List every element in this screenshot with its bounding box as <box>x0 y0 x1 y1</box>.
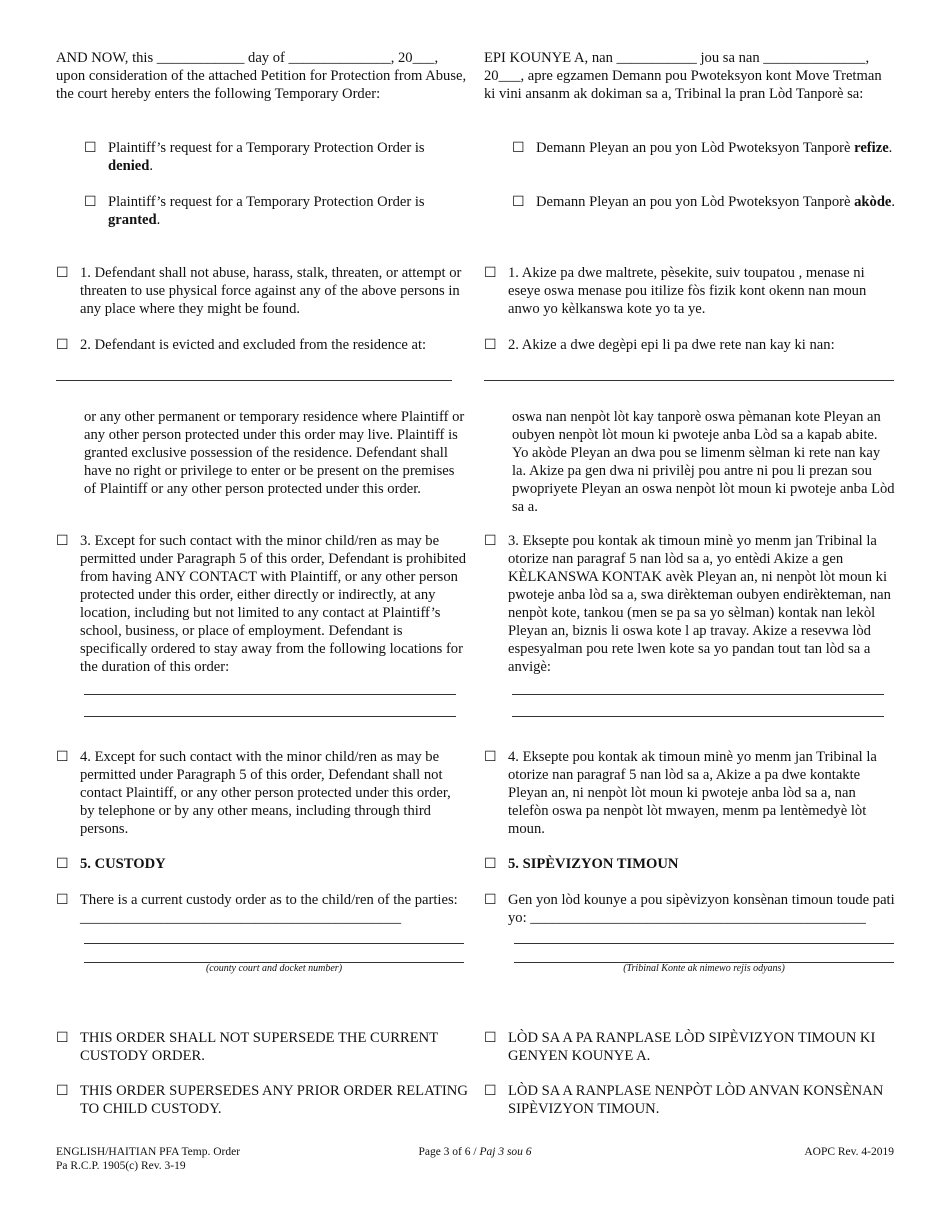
paragraph-3-ht <box>484 532 896 676</box>
denied-bold-ht: refize <box>854 140 889 156</box>
paragraph-3-text-ht: 3. Eksepte pou kontak ak timoun minè yo menm jan Tribinal la otorize nan paragraf 5 nan lòd sa a, yo entèdi Akize a gen KÈLKANSWA KONTAK avèk Pleyan an, ni nenpòt lòt moun ki pwoteje anba lòd sa a, swa dirèkteman oubyen endirèkteman, nan nenpòt kote, tankou (men se pa sa yo sèlman) kontak nan lekòl Pleyan an, biznis li oswa kote l ap travay. Akize a resevwa lòd espesyalman pou rete lwen kote sa yo pandan tout tan lòd sa a anvigè: <box>508 533 891 675</box>
paragraph-3-checkbox[interactable]: ☐ <box>56 533 69 549</box>
custody-heading-ht <box>484 855 896 873</box>
paragraph-4-text: 4. Except for such contact with the minor child/ren as may be permitted under Paragraph 5 of this order, Defendant shall not contact Plaintiff, or any other person protected under this order, by telephone or by any other means, including through third persons. <box>80 749 451 837</box>
supersede-text-ht: LÒD SA A RANPLASE NENPÒT LÒD ANVAN KONSÈNAN SIPÈVIZYON TIMOUN. <box>508 1083 884 1117</box>
custody-line-1[interactable] <box>84 943 464 944</box>
granted-option: ☐ Plaintiff’s request for a Temporary Protection Order is granted. <box>84 194 425 228</box>
not-supersede-checkbox[interactable]: ☐ <box>56 1030 69 1046</box>
paragraph-2-checkbox[interactable]: ☐ <box>56 337 69 353</box>
granted-bold-ht: akòde <box>854 194 892 210</box>
custody-current-ht <box>484 891 896 927</box>
paragraph-2-text-ht: 2. Akize a dwe degèpi epi li pa dwe rete nan kay ki nan: <box>508 337 835 353</box>
paragraph-4-text-ht: 4. Eksepte pou kontak ak timoun minè yo menm jan Tribinal la otorize nan paragraf 5 nan lòd sa a, Akize a pa dwe kontakte Pleyan an, ni nenpòt lòt moun ki pwoteje anba lòd sa a, nan telefòn oswa pa nenpòt lòt mwayen, menm pa lentèmedyè lòt moun. <box>508 749 877 837</box>
paragraph-1-text: 1. Defendant shall not abuse, harass, stalk, threaten, or attempt or threaten to use physical force against any of the above persons in any place where they might be found. <box>80 265 462 317</box>
denied-text-ht: Demann Pleyan an pou yon Lòd Pwoteksyon Tanporè <box>536 140 855 156</box>
denied-bold: denied <box>108 158 150 174</box>
not-supersede-text: THIS ORDER SHALL NOT SUPERSEDE THE CURRENT CUSTODY ORDER. <box>80 1030 438 1064</box>
custody-current-checkbox-ht[interactable]: ☐ <box>484 892 497 908</box>
supersede-text: THIS ORDER SUPERSEDES ANY PRIOR ORDER RELATING TO CHILD CUSTODY. <box>80 1083 468 1117</box>
residence-line-ht[interactable] <box>484 380 894 381</box>
footer-revision: AOPC Rev. 4-2019 <box>804 1146 894 1158</box>
footer-rule: Pa R.C.P. 1905(c) Rev. 3-19 <box>56 1160 186 1172</box>
granted-text-ht: Demann Pleyan an pou yon Lòd Pwoteksyon Tanporè <box>536 194 855 210</box>
footer-page-ht: Paj 3 sou 6 <box>479 1146 532 1158</box>
paragraph-4-checkbox[interactable]: ☐ <box>56 749 69 765</box>
paragraph-1 <box>56 264 468 318</box>
granted-checkbox[interactable]: ☐ <box>84 194 97 210</box>
granted-checkbox-ht[interactable]: ☐ <box>512 194 525 210</box>
custody-caption: (county court and docket number) <box>205 963 343 974</box>
paragraph-1-ht <box>484 264 896 318</box>
paragraph-4 <box>56 748 468 838</box>
custody-current-text: There is a current custody order as to the child/ren of the parties: ____________________________________________ <box>80 892 458 926</box>
granted-text: Plaintiff’s request for a Temporary Protection Order is <box>108 194 425 210</box>
footer-form-name: ENGLISH/HAITIAN PFA Temp. Order <box>56 1146 241 1158</box>
paragraph-4-ht <box>484 748 896 838</box>
paragraph-2-text: 2. Defendant is evicted and excluded from the residence at: <box>80 337 427 353</box>
supersede-checkbox[interactable]: ☐ <box>56 1083 69 1099</box>
intro-paragraph: AND NOW, this ____________ day of ______________, 20___, upon consideration of the attached Petition for Protection from Abuse, the court hereby enters the following Temporary Order: <box>56 50 467 102</box>
custody-current-text-ht: Gen yon lòd kounye a pou sipèvizyon konsènan timoun toude pati yo: ______________________________________________ <box>508 892 895 926</box>
supersede-option <box>56 1082 468 1118</box>
custody-checkbox[interactable]: ☐ <box>56 856 69 872</box>
not-supersede-text-ht: LÒD SA A PA RANPLASE LÒD SIPÈVIZYON TIMOUN KI GENYEN KOUNYE A. <box>508 1030 876 1064</box>
custody-heading <box>56 855 468 873</box>
residence-line[interactable] <box>56 380 452 381</box>
paragraph-2 <box>56 336 468 354</box>
not-supersede-option-ht <box>484 1029 896 1065</box>
paragraph-3-checkbox-ht[interactable]: ☐ <box>484 533 497 549</box>
paragraph-2-continued-ht: oswa nan nenpòt lòt kay tanporè oswa pèmanan kote Pleyan an oubyen nenpòt lòt moun ki pwoteje anba Lòd sa a kapab abite. Yo akòde Pleyan an dwa pou se limenm sèlman ki rete nan kay la. Akize pa gen dwa ni privilèj pou antre ni pou li prezan sou pwopriyete Pleyan an oswa nenpòt lòt moun ki pwoteje anba Lòd sa a. <box>512 409 895 515</box>
paragraph-2-ht <box>484 336 896 354</box>
custody-checkbox-ht[interactable]: ☐ <box>484 856 497 872</box>
supersede-checkbox-ht[interactable]: ☐ <box>484 1083 497 1099</box>
paragraph-3-text: 3. Except for such contact with the minor child/ren as may be permitted under Paragraph 5 of this order, Defendant is prohibited from having ANY CONTACT with Plaintiff, or any other person protected under this order, either directly or indirectly, at any location, including but not limited to any contact at Plaintiff’s school, business, or place of employment. Defendant is specifically ordered to stay away from the following locations for the duration of this order: <box>80 533 467 675</box>
denied-checkbox-ht[interactable]: ☐ <box>512 140 525 156</box>
granted-option-ht: ☐ Demann Pleyan an pou yon Lòd Pwoteksyon Tanporè akòde. <box>512 194 896 210</box>
custody-heading-text-ht: 5. SIPÈVIZYON TIMOUN <box>508 856 679 872</box>
custody-caption-ht: (Tribinal Konte ak nimewo rejis odyans) <box>623 963 785 974</box>
location-line-1[interactable] <box>84 694 456 695</box>
not-supersede-checkbox-ht[interactable]: ☐ <box>484 1030 497 1046</box>
not-supersede-option <box>56 1029 468 1065</box>
custody-current-checkbox[interactable]: ☐ <box>56 892 69 908</box>
custody-heading-text: 5. CUSTODY <box>80 856 166 872</box>
intro-paragraph-ht: EPI KOUNYE A, nan ___________ jou sa nan ______________, 20___, apre egzamen Demann pou Pwoteksyon kont Move Tretman ki vini ansanm ak dokiman sa a, Tribinal la pran Lòd Tanporè sa: <box>484 50 882 102</box>
location-line-2[interactable] <box>84 716 456 717</box>
footer-page-en: Page 3 of 6 / <box>418 1146 480 1158</box>
paragraph-3 <box>56 532 468 676</box>
denied-checkbox[interactable]: ☐ <box>84 140 97 156</box>
paragraph-2-continued: or any other permanent or temporary residence where Plaintiff or any other person protected under this order may live. Plaintiff is granted exclusive possession of the residence. Defendant shall have no right or privilege to enter or be present on the premises of Plaintiff or any other person protected under this order. <box>84 409 465 497</box>
denied-option-ht: ☐ Demann Pleyan an pou yon Lòd Pwoteksyon Tanporè refize. <box>512 140 893 156</box>
location-line-2-ht[interactable] <box>512 716 884 717</box>
paragraph-1-checkbox[interactable]: ☐ <box>56 265 69 281</box>
granted-bold: granted <box>108 212 157 228</box>
supersede-option-ht <box>484 1082 896 1118</box>
paragraph-2-checkbox-ht[interactable]: ☐ <box>484 337 497 353</box>
custody-line-1-ht[interactable] <box>514 943 894 944</box>
denied-text: Plaintiff’s request for a Temporary Protection Order is <box>108 140 425 156</box>
paragraph-1-checkbox-ht[interactable]: ☐ <box>484 265 497 281</box>
paragraph-1-text-ht: 1. Akize pa dwe maltrete, pèsekite, suiv toupatou , menase ni eseye oswa menase pou itilize fòs fizik kont okenn nan moun anwo yo kèlkanswa kote yo ta ye. <box>508 265 867 317</box>
denied-option: ☐ Plaintiff’s request for a Temporary Protection Order is denied. <box>84 140 425 174</box>
custody-current <box>56 891 468 927</box>
location-line-1-ht[interactable] <box>512 694 884 695</box>
paragraph-4-checkbox-ht[interactable]: ☐ <box>484 749 497 765</box>
